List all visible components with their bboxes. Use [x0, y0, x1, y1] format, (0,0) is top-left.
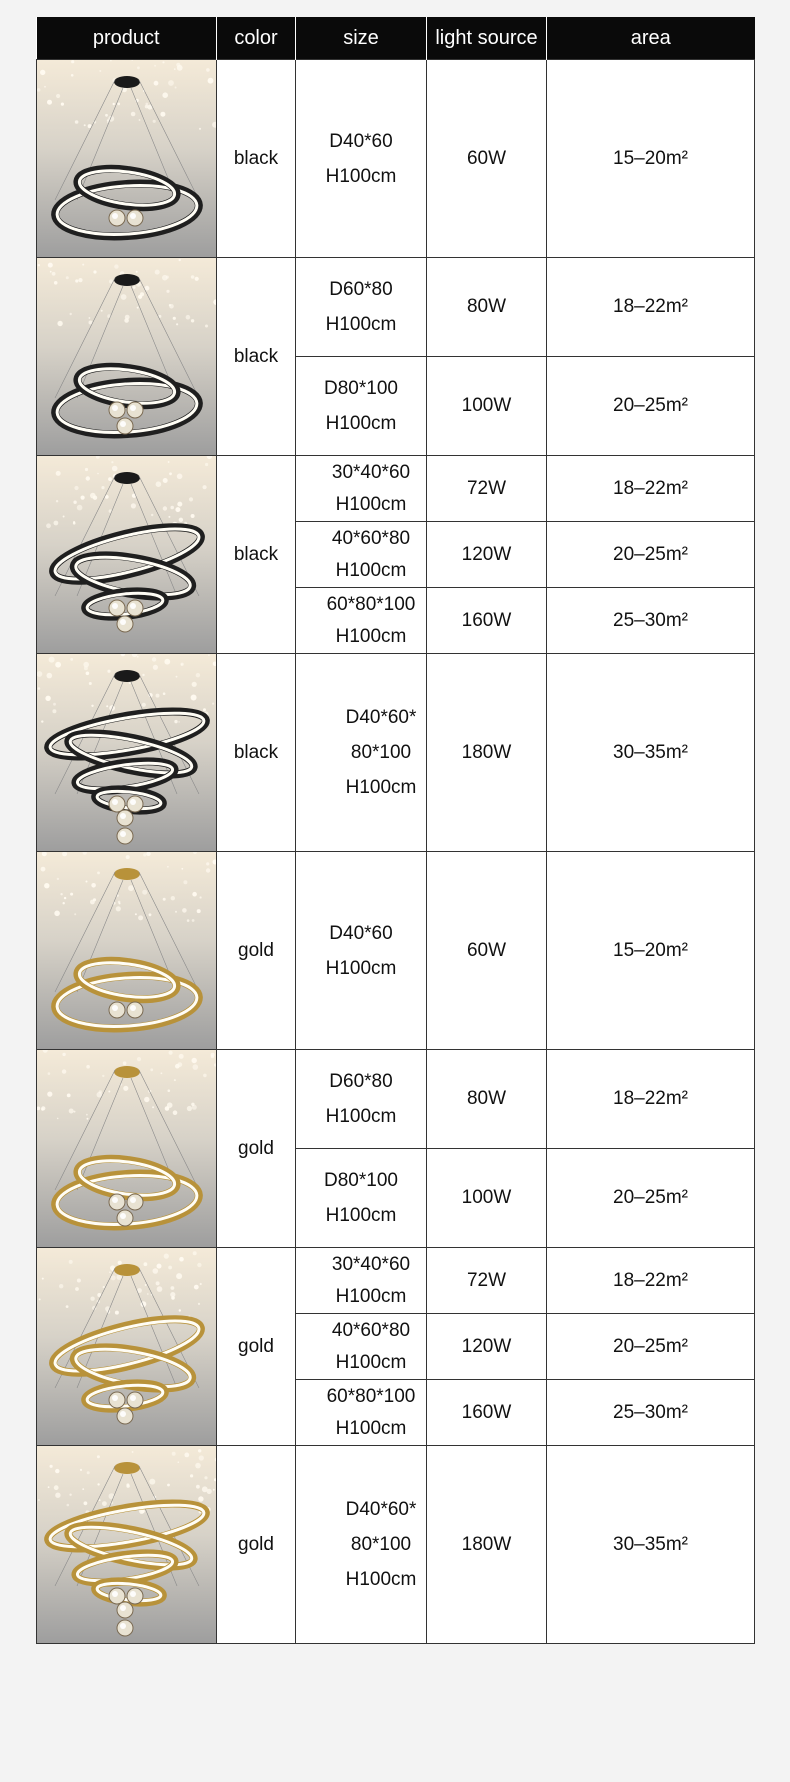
size-line: 40*60*80 — [331, 527, 411, 549]
size-line: D40*60 — [329, 130, 393, 152]
area-cell: 20–25m² — [547, 522, 755, 588]
color-cell — [217, 654, 296, 852]
product-photo — [37, 852, 217, 1050]
size-cell — [296, 1446, 427, 1644]
size-line: H100cm — [345, 777, 417, 798]
size-line: H100cm — [335, 1285, 407, 1307]
light-source-cell: 80W — [427, 258, 547, 357]
size-cell — [296, 1149, 427, 1248]
chandelier-image — [37, 1050, 217, 1247]
size-line: 40*60*80 — [331, 1319, 411, 1341]
size-line: H100cm — [325, 314, 397, 335]
area-cell: 20–25m² — [547, 357, 755, 456]
area-cell: 18–22m² — [547, 1050, 755, 1149]
canopy — [114, 472, 140, 484]
chandelier-image — [37, 258, 217, 455]
light-source-cell: 160W — [427, 588, 547, 654]
size-line: H100cm — [335, 625, 407, 647]
size-line: D80*100 — [324, 1170, 398, 1191]
size-cell — [296, 60, 427, 258]
area-cell: 20–25m² — [547, 1149, 755, 1248]
header-area: area — [547, 17, 755, 60]
canopy — [114, 1462, 140, 1474]
table-row — [37, 258, 755, 357]
size-line: 80*100 — [350, 742, 412, 763]
table-row — [37, 456, 755, 522]
size-line: H100cm — [325, 1106, 397, 1127]
light-source-cell: 72W — [427, 456, 547, 522]
product-photo — [37, 1446, 217, 1644]
area-cell: 15–20m² — [547, 852, 755, 1050]
area-cell: 25–30m² — [547, 588, 755, 654]
product-photo — [37, 258, 217, 456]
size-line: 30*40*60 — [331, 1253, 411, 1275]
size-cell — [296, 1248, 427, 1314]
chandelier-image — [37, 852, 217, 1049]
size-cell — [296, 1050, 427, 1149]
light-source-cell: 120W — [427, 522, 547, 588]
color-label: black — [233, 543, 279, 565]
size-line: H100cm — [335, 1417, 407, 1439]
area-cell: 30–35m² — [547, 654, 755, 852]
size-cell — [296, 456, 427, 522]
size-cell — [296, 654, 427, 852]
light-source-cell: 100W — [427, 357, 547, 456]
size-line: H100cm — [325, 165, 397, 187]
light-source-cell: 100W — [427, 1149, 547, 1248]
area-cell: 15–20m² — [547, 60, 755, 258]
size-line: D60*80 — [329, 279, 393, 300]
header-light-source: light source — [427, 17, 547, 60]
light-source-cell: 72W — [427, 1248, 547, 1314]
size-line: D40*60* — [345, 1499, 417, 1520]
area-cell: 30–35m² — [547, 1446, 755, 1644]
area-cell: 18–22m² — [547, 258, 755, 357]
size-line: H100cm — [325, 1205, 397, 1226]
product-photo — [37, 654, 217, 852]
size-line: H100cm — [335, 493, 407, 515]
header-size: size — [296, 17, 427, 60]
table-row — [37, 1446, 755, 1644]
size-line: H100cm — [335, 1351, 407, 1373]
size-line: H100cm — [335, 559, 407, 581]
spec-sheet — [36, 17, 754, 1644]
canopy — [114, 274, 140, 286]
area-cell: 25–30m² — [547, 1380, 755, 1446]
table-row — [37, 654, 755, 852]
header-color: color — [217, 17, 296, 60]
product-photo — [37, 456, 217, 654]
product-photo — [37, 60, 217, 258]
table-row — [37, 852, 755, 1050]
header-product: product — [37, 17, 217, 60]
canopy — [114, 76, 140, 88]
chandelier-image — [37, 1446, 217, 1643]
size-line: 60*80*100 — [326, 1385, 416, 1407]
chandelier-image — [37, 654, 217, 851]
light-source-cell: 160W — [427, 1380, 547, 1446]
size-line: D40*60* — [345, 707, 417, 728]
light-source-cell: 120W — [427, 1314, 547, 1380]
color-cell — [217, 258, 296, 456]
light-source-cell: 180W — [427, 1446, 547, 1644]
color-label: gold — [238, 939, 274, 961]
light-source-cell: 80W — [427, 1050, 547, 1149]
size-cell — [296, 588, 427, 654]
size-cell — [296, 852, 427, 1050]
size-line: 60*80*100 — [326, 593, 416, 615]
size-line: H100cm — [325, 413, 397, 434]
size-cell — [296, 1314, 427, 1380]
color-cell — [217, 1050, 296, 1248]
table-row — [37, 1248, 755, 1314]
product-photo — [37, 1248, 217, 1446]
area-cell: 20–25m² — [547, 1314, 755, 1380]
size-cell — [296, 522, 427, 588]
size-line: D40*60 — [329, 922, 393, 944]
size-line: H100cm — [325, 957, 397, 979]
light-source-cell: 60W — [427, 60, 547, 258]
color-label: gold — [238, 1533, 274, 1555]
color-label: black — [233, 345, 279, 367]
size-cell — [296, 258, 427, 357]
color-cell — [217, 1248, 296, 1446]
size-cell — [296, 357, 427, 456]
color-label: gold — [238, 1335, 274, 1357]
light-source-cell: 180W — [427, 654, 547, 852]
canopy — [114, 1066, 140, 1078]
chandelier-image — [37, 456, 217, 653]
canopy — [114, 1264, 140, 1276]
spec-table — [36, 17, 755, 1644]
color-label: black — [233, 147, 279, 169]
product-photo — [37, 1050, 217, 1248]
color-cell — [217, 456, 296, 654]
color-label: black — [233, 741, 279, 763]
canopy — [114, 868, 140, 880]
size-line: 30*40*60 — [331, 461, 411, 483]
color-cell — [217, 60, 296, 258]
spec-table-body — [37, 60, 755, 1644]
size-cell — [296, 1380, 427, 1446]
table-row — [37, 1050, 755, 1149]
chandelier-image — [37, 1248, 217, 1445]
size-line: D60*80 — [329, 1071, 393, 1092]
color-cell — [217, 852, 296, 1050]
color-cell — [217, 1446, 296, 1644]
area-cell: 18–22m² — [547, 1248, 755, 1314]
header-row — [37, 17, 755, 60]
color-label: gold — [238, 1137, 274, 1159]
light-source-cell: 60W — [427, 852, 547, 1050]
size-line: 80*100 — [350, 1534, 412, 1555]
size-line: D80*100 — [324, 378, 398, 399]
canopy — [114, 670, 140, 682]
table-row — [37, 60, 755, 258]
chandelier-image — [37, 60, 217, 257]
area-cell: 18–22m² — [547, 456, 755, 522]
size-line: H100cm — [345, 1569, 417, 1590]
